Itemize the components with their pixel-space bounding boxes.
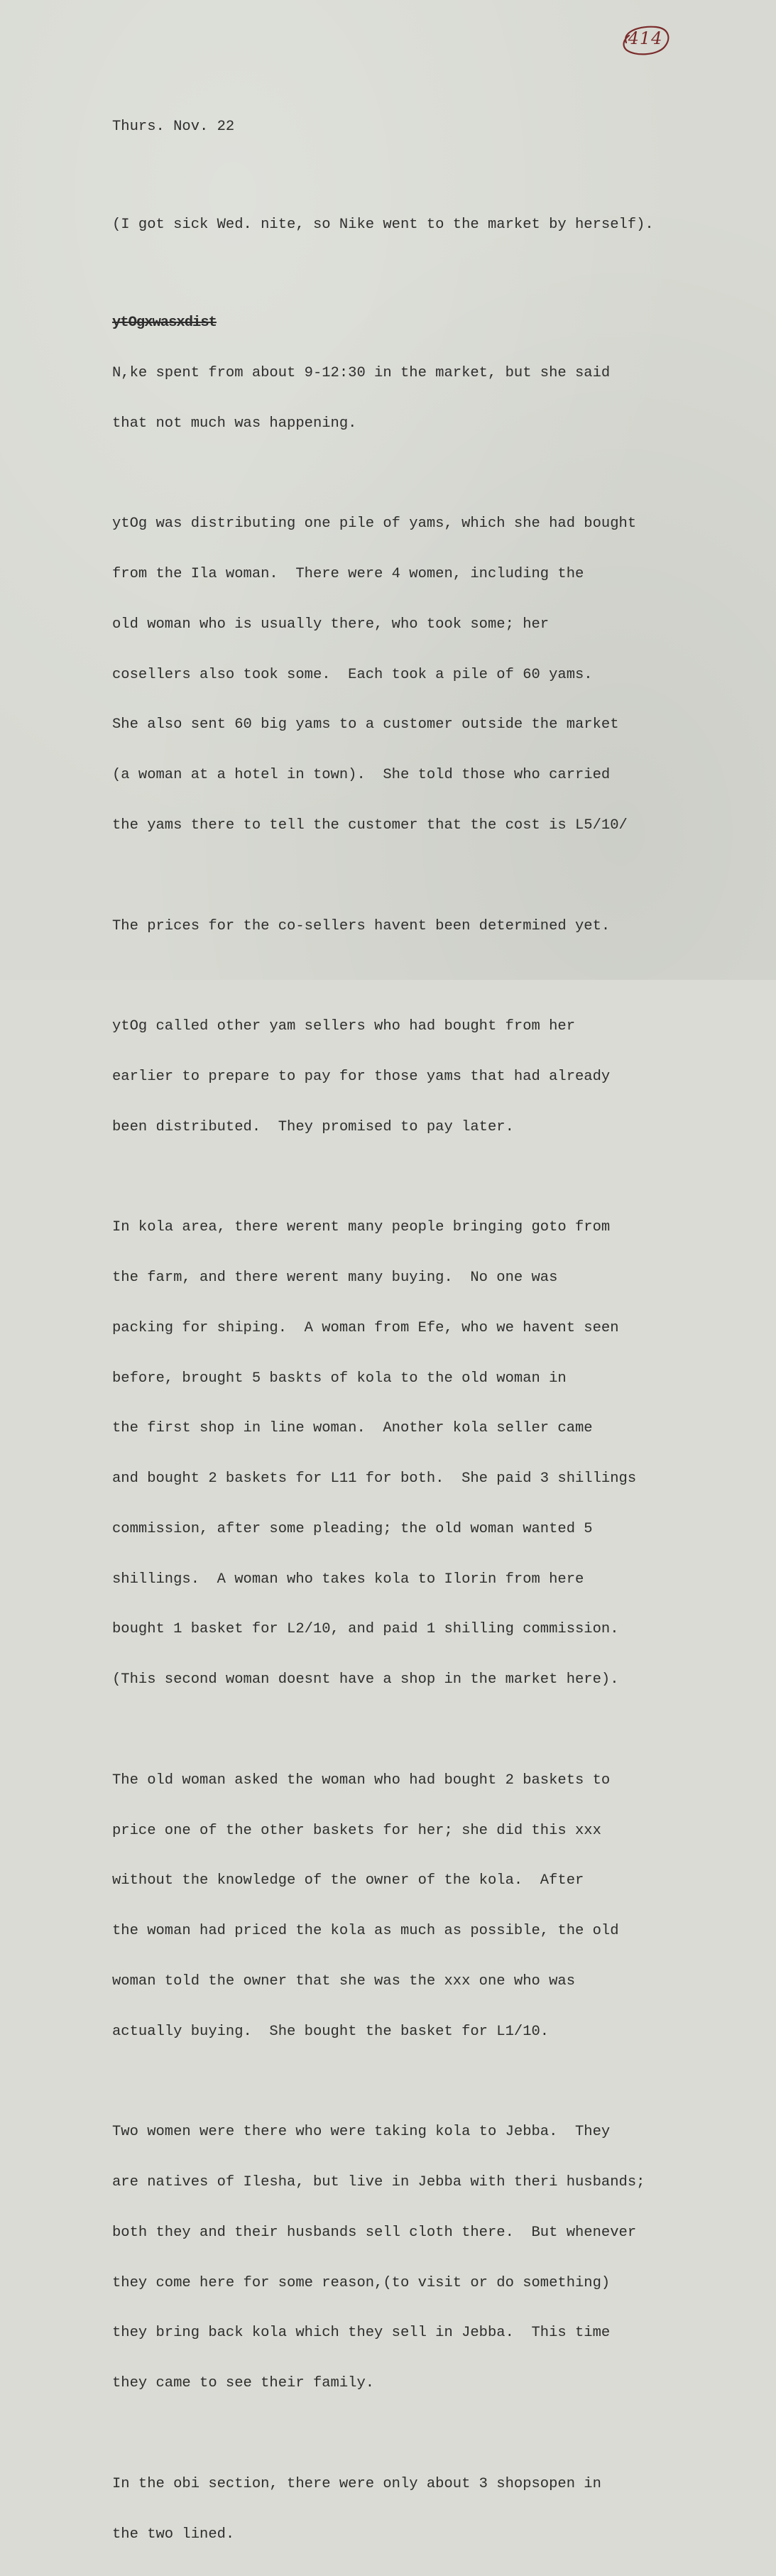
para6-line: the woman had priced the kola as much as possible, the old: [112, 1923, 619, 1940]
para7-line: they come here for some reason,(to visit or do something): [112, 2274, 611, 2291]
para2-line: from the Ila woman. There were 4 women, including the: [112, 566, 584, 583]
para5-line: packing for shiping. A woman from Efe, who we havent seen: [112, 1319, 619, 1336]
note-line: (I got sick Wed. nite, so Nike went to the market by herself).: [112, 217, 654, 234]
para4-line: been distributed. They promised to pay later.: [112, 1118, 514, 1135]
para1-line: that not much was happening.: [112, 415, 357, 432]
para4-line: ytOg called other yam sellers who had bought from her: [112, 1018, 576, 1035]
para7-line: are natives of Ilesha, but live in Jebba with theri husbands;: [112, 2174, 645, 2191]
para2-line: the yams there to tell the customer that the cost is L5/10/: [112, 817, 628, 834]
para6-line: price one of the other baskets for her; she did this xxx: [112, 1822, 601, 1839]
para5-line: (This second woman doesnt have a shop in the market here).: [112, 1671, 619, 1688]
para6-line: actually buying. She bought the basket for L1/10.: [112, 2023, 550, 2040]
para5-line: the first shop in line woman. Another kola seller came: [112, 1420, 593, 1437]
para7-line: both they and their husbands sell cloth there. But whenever: [112, 2224, 637, 2241]
para2-line: old woman who is usually there, who took some; her: [112, 616, 550, 633]
para5-line: shillings. A woman who takes kola to Ilorin from here: [112, 1571, 584, 1588]
para8-line: In the obi section, there were only about 3 shopsopen in: [112, 2475, 601, 2492]
para5-line: the farm, and there werent many buying. No one was: [112, 1269, 558, 1286]
para2-line: ytOg was distributing one pile of yams, which she had bought: [112, 515, 637, 533]
para2-line: (a woman at a hotel in town). She told those who carried: [112, 767, 611, 784]
para3-line: The prices for the co-sellers havent been determined yet.: [112, 917, 611, 934]
para5-line: In kola area, there werent many people bringing goto from: [112, 1219, 611, 1236]
para8-line: the two lined.: [112, 2526, 235, 2543]
date-line: Thurs. Nov. 22: [112, 119, 235, 136]
para6-line: The old woman asked the woman who had bought 2 baskets to: [112, 1772, 611, 1789]
struck-out-line: ytOgxwasxdist: [112, 315, 217, 332]
para5-line: before, brought 5 baskts of kola to the old woman in: [112, 1370, 567, 1387]
para6-line: without the knowledge of the owner of the kola. After: [112, 1872, 584, 1889]
page-number-mark: [619, 24, 672, 57]
para4-line: earlier to prepare to pay for those yams that had already: [112, 1068, 611, 1085]
para2-line: cosellers also took some. Each took a pile of 60 yams.: [112, 666, 593, 683]
para7-line: they bring back kola which they sell in Jebba. This time: [112, 2325, 611, 2342]
para2-line: She also sent 60 big yams to a customer outside the market: [112, 716, 619, 733]
para5-line: and bought 2 baskets for L11 for both. She paid 3 shillings: [112, 1470, 637, 1488]
para7-line: Two women were there who were taking kola to Jebba. They: [112, 2124, 611, 2141]
para5-line: bought 1 basket for L2/10, and paid 1 shilling commission.: [112, 1621, 619, 1638]
document-body: [112, 85, 737, 2576]
para7-line: they came to see their family.: [112, 2375, 375, 2392]
page-number: 414: [628, 28, 663, 48]
para5-line: commission, after some pleading; the old woman wanted 5: [112, 1520, 593, 1537]
para1-line: N,ke spent from about 9-12:30 in the market, but she said: [112, 364, 611, 381]
para6-line: woman told the owner that she was the xxx one who was: [112, 1972, 576, 1990]
